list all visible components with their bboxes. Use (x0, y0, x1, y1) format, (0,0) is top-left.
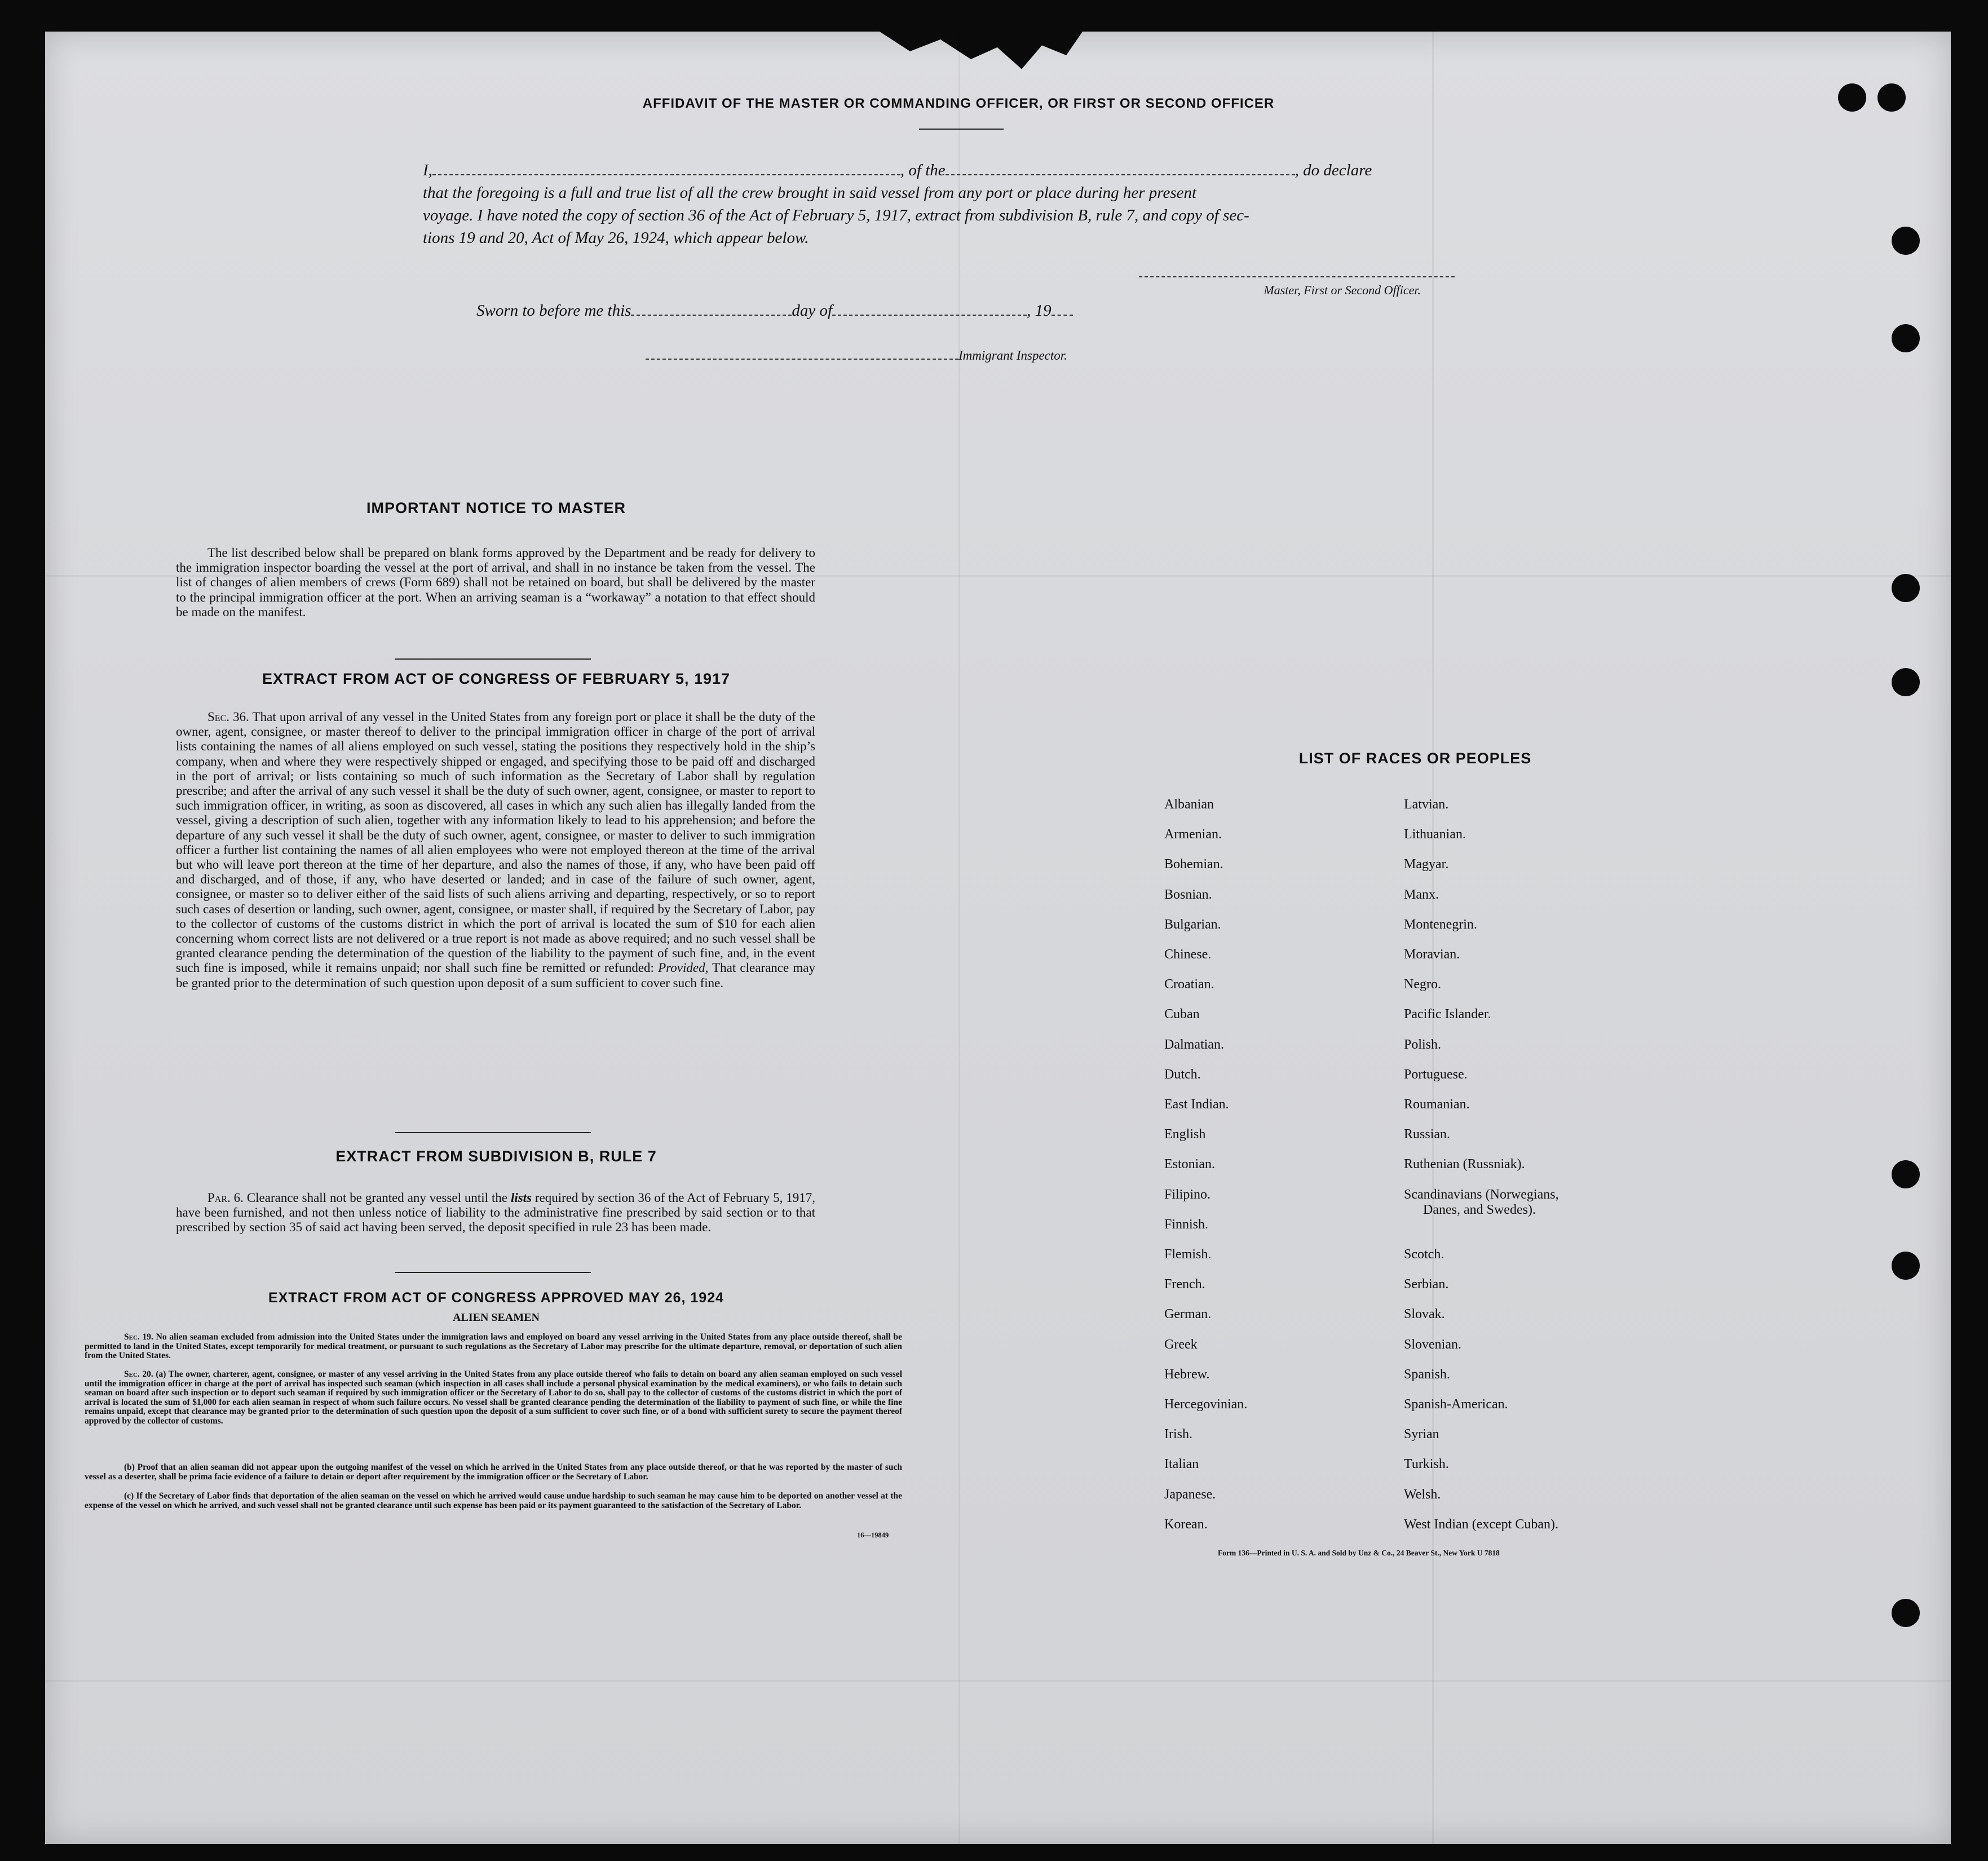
races-title: LIST OF RACES OR PEOPLES (1298, 750, 1532, 767)
divider (395, 1132, 591, 1133)
race-item-line: Danes, and Swedes). (1423, 1202, 1536, 1217)
race-item (1404, 1187, 1559, 1218)
race-item: Pacific Islander. (1404, 1007, 1491, 1022)
race-item: Scotch. (1404, 1247, 1444, 1262)
i-prefix: I, (423, 161, 432, 179)
race-item: Portuguese. (1404, 1067, 1468, 1082)
extract-1917-text (176, 710, 815, 991)
race-item: Polish. (1404, 1037, 1442, 1052)
inspector-line (646, 348, 1067, 363)
race-item: Serbian. (1404, 1277, 1449, 1292)
race-item: Italian (1164, 1457, 1199, 1472)
race-item: Spanish. (1404, 1367, 1451, 1382)
section-36-text: That upon arrival of any vessel in the United States from any foreign port or place it shall be the duty of the owner, agent, consignee, or master thereof to deliver to the principal immigration officer in charge of the port of arrival lists containing the names of all aliens employed on such vessel, stating the positions they respectively hold in the ship’s company, when and where they were respectively shipped or engaged, and specifying those to be paid off and discharged in the port of arrival; or lists containing so much of such information as the Secretary of Labor shall by regulation prescribe; and after the arrival of any such vessel it shall be the duty of such owner, agent, consignee, or master to report to such immigration officer, in writing, as soon as discovered, all cases in which any such alien has illegally landed from the vessel, giving a description of such alien, together with any information likely to lead to his apprehension; and before the departure of any such vessel it shall be the duty of such owner, agent, consignee, or master to deliver to such immigration officer a further list containing the names of all alien employees who were not employed thereon at the time of the arrival but who will leave port thereon at the time of her departure, and also the names of those, if any, who have been paid off and discharged, and of those, if any, who have deserted or landed; and in case of the failure of such owner, agent, consignee, or master so to deliver either of the said lists of such aliens arriving and departing, respectively, or so to report such cases of desertion or landing, such owner, agent, consignee, or master shall, if required by the Secretary of Labor, pay to the collector of customs of the customs district in which the port of arrival is located the sum of $10 for each alien concerning whom correct lists are not delivered or a true report is not made as above required; and no such vessel shall be granted clearance pending the determination of the question of the liability to the payment of such fine, and, in the event such fine is imposed, while it remains unpaid; nor shall such fine be remitted or refunded: (176, 710, 815, 975)
declaration-line-3: voyage. I have noted the copy of section 36 of the Act of February 5, 1917, extract from subdivision B, rule 7, and copy of sec- (423, 206, 1249, 224)
binder-hole (1877, 83, 1906, 112)
race-item: Russian. (1404, 1127, 1451, 1142)
race-item: Estonian. (1164, 1157, 1215, 1172)
extract-1924-title: EXTRACT FROM ACT OF CONGRESS APPROVED MAY 26, 1924 (268, 1290, 724, 1306)
race-item: Filipino. (1164, 1187, 1211, 1202)
race-item: Bosnian. (1164, 887, 1212, 902)
race-item: Magyar. (1404, 857, 1449, 872)
race-item: Syrian (1404, 1427, 1439, 1442)
extract-1917-title: EXTRACT FROM ACT OF CONGRESS OF FEBRUARY 5, 1917 (262, 670, 731, 687)
section-20b-text: (b) Proof that an alien seaman did not appear upon the outgoing manifest of the vessel on which he arrived in the United States from any place outside thereof, or that he was reported by the master of such vessel as a deserter, shall be prima facie evidence of a failure to detain or deport after requirement by the immigration officer or the Secretary of Labor. (85, 1462, 902, 1482)
race-item: Bohemian. (1164, 857, 1223, 872)
sworn-line (476, 302, 1073, 320)
binder-hole (1892, 1160, 1920, 1188)
declaration-line-1 (423, 159, 1483, 182)
race-item: Roumanian. (1404, 1097, 1470, 1112)
divider (395, 658, 591, 660)
divider (395, 1272, 591, 1273)
race-item: English (1164, 1127, 1206, 1142)
race-item: Manx. (1404, 887, 1439, 902)
rule7-text (176, 1191, 815, 1235)
section-19-label: Sec. 19. (124, 1332, 153, 1342)
fold-line (1432, 32, 1434, 1844)
race-item: German. (1164, 1307, 1212, 1322)
declaration-line-2: that the foregoing is a full and true list of all the crew brought in said vessel from any port or place during her present (423, 184, 1197, 202)
section-19-body: No alien seaman excluded from admission into the United States under the immigration laws and employed on board any vessel arriving in the United States from any place outside thereof, shall be permitted to land in the United States, except temporarily for medical treatment, or pursuant to such regulations as the Secretary of Labor may prescribe for the ultimate departure, removal, or deportation of such alien from the United States. (85, 1332, 903, 1361)
alien-seamen-subtitle: ALIEN SEAMEN (453, 1311, 540, 1324)
race-item: Hercegovinian. (1164, 1397, 1248, 1412)
sworn-day-text: day of (792, 302, 833, 320)
divider (919, 129, 1004, 130)
vessel-blank[interactable] (946, 174, 1295, 175)
notice-title: IMPORTANT NOTICE TO MASTER (366, 499, 626, 516)
race-item: Ruthenian (Russniak). (1404, 1157, 1525, 1172)
binder-hole (1892, 1599, 1920, 1627)
race-item: Albanian (1164, 797, 1214, 812)
declaration-line-4: tions 19 and 20, Act of May 26, 1924, which appear below. (423, 229, 809, 247)
race-item: Lithuanian. (1404, 827, 1466, 842)
race-item: Dalmatian. (1164, 1037, 1224, 1052)
master-signature-label: Master, First or Second Officer. (1264, 283, 1421, 297)
race-item: Slovenian. (1404, 1337, 1461, 1352)
provided-word: Provided, (658, 961, 709, 975)
paragraph-label: Par. 6. (207, 1191, 244, 1205)
race-item: Dutch. (1164, 1067, 1201, 1082)
race-item-line: Scandinavians (Norwegians, (1404, 1187, 1559, 1202)
sworn-prefix: Sworn to before me this (476, 302, 631, 320)
race-item: Slovak. (1404, 1307, 1445, 1322)
race-item: Irish. (1164, 1427, 1192, 1442)
race-item: Latvian. (1404, 797, 1449, 812)
binder-hole (1892, 574, 1920, 602)
form-footer-note: Form 136—Printed in U. S. A. and Sold by Unz & Co., 24 Beaver St., New York U 7818 (1218, 1549, 1500, 1557)
sworn-year-text: , 19 (1027, 302, 1052, 320)
section-19-text (85, 1333, 902, 1361)
section-20a-body: (a) The owner, charterer, agent, consignee, or master of any vessel arriving in the United States from any place outside thereof who fails to detain on board any alien seaman employed on such vessel until the immigration officer in charge at the port of arrival has inspected such seaman (which inspection in all cases shall include a personal physical examination by the medical examiners), or who fails to detain such seaman on board after such inspection or to deport such seaman if required by such immigration officer or the Secretary of Labor to do so, shall pay to the collector of customs of the customs district in which the port of arrival is located the sum of $1,000 for each alien seaman in respect of whom such failure occurs. No vessel shall be granted clearance pending the determination of the liability to payment of such fine, or while the fine remains unpaid, except that clearance may be granted prior to the determination of such question upon the deposit of a sum sufficient to cover such fine, or of a bond with sufficient surety to secure the payment thereof approved by the collector of customs. (85, 1369, 902, 1426)
sworn-day-blank[interactable] (631, 315, 792, 316)
race-item: Bulgarian. (1164, 917, 1221, 932)
name-blank[interactable] (432, 174, 900, 175)
binder-hole (1892, 324, 1920, 352)
provided-text: That clearance may be granted prior to the determination of such question upon deposit of a sum sufficient to cover such fine. (176, 961, 815, 990)
race-item: Turkish. (1404, 1457, 1449, 1472)
race-item: Montenegrin. (1404, 917, 1477, 932)
race-item: Flemish. (1164, 1247, 1212, 1262)
section-20c-text: (c) If the Secretary of Labor finds that deportation of the alien seaman on the vessel on which he arrived would cause undue hardship to such seaman he may cause him to be deported on another vessel at the expense of the vessel on which he arrived, and such vessel shall not be granted clearance until such expense has been paid or its payment guaranteed to the satisfaction of the Secretary of Labor. (85, 1491, 902, 1510)
section-20-label: Sec. 20. (124, 1369, 153, 1379)
binder-hole (1892, 1252, 1920, 1280)
sworn-month-blank[interactable] (832, 315, 1027, 316)
affidavit-title: AFFIDAVIT OF THE MASTER OR COMMANDING OFFICER, OR FIRST OR SECOND OFFICER (642, 96, 1275, 111)
race-item: West Indian (except Cuban). (1404, 1517, 1558, 1532)
inspector-label: Immigrant Inspector. (958, 348, 1067, 363)
race-item: Negro. (1404, 977, 1441, 992)
sworn-year-blank[interactable] (1052, 315, 1073, 316)
section-20a-text (85, 1370, 902, 1426)
race-item: Korean. (1164, 1517, 1208, 1532)
race-item: Armenian. (1164, 827, 1222, 842)
race-item: Cuban (1164, 1007, 1200, 1022)
rule7-title: EXTRACT FROM SUBDIVISION B, RULE 7 (335, 1148, 657, 1165)
inspector-signature-blank[interactable] (646, 359, 958, 360)
race-item: French. (1164, 1277, 1205, 1292)
fold-line (45, 1680, 1951, 1682)
master-signature-line[interactable] (1139, 276, 1455, 277)
race-item: Chinese. (1164, 947, 1212, 962)
form-number: 16—19849 (857, 1531, 889, 1539)
binder-hole (1892, 227, 1920, 255)
race-item: Croatian. (1164, 977, 1214, 992)
rule7-text-a: Clearance shall not be granted any vessel until the (246, 1191, 508, 1205)
race-item: Hebrew. (1164, 1367, 1210, 1382)
race-item: Moravian. (1404, 947, 1460, 962)
race-item: Japanese. (1164, 1487, 1216, 1502)
race-item: Welsh. (1404, 1487, 1441, 1502)
race-item: Finnish. (1164, 1217, 1209, 1232)
race-item: Spanish-American. (1404, 1397, 1508, 1412)
binder-hole (1838, 83, 1866, 112)
affidavit-declaration (423, 159, 1483, 249)
race-item: Greek (1164, 1337, 1198, 1352)
of-the-text: , of the (900, 161, 946, 179)
race-item: East Indian. (1164, 1097, 1229, 1112)
binder-hole (1892, 668, 1920, 696)
do-declare-text: , do declare (1295, 161, 1372, 179)
rule7-text-b: required by section 36 of the Act of February 5, 1917, have been furnished, and not then unless notice of liability to the administrative fine prescribed by said section or to that prescribed by section 35 of said act having been served, the deposit specified in rule 23 has been made. (176, 1191, 815, 1235)
notice-text: The list described below shall be prepared on blank forms approved by the Department and be ready for delivery to the immigration inspector boarding the vessel at the port of arrival, and shall in no instance be taken from the vessel. The list of changes of alien members of crews (Form 689) shall not be retained on board, but shall be delivered by the master to the principal immigration officer at the port. When an arriving seaman is a “workaway” a notation to that effect should be made on the manifest. (176, 546, 815, 619)
section-label: Sec. 36. (207, 710, 249, 724)
lists-word: lists (510, 1191, 532, 1205)
